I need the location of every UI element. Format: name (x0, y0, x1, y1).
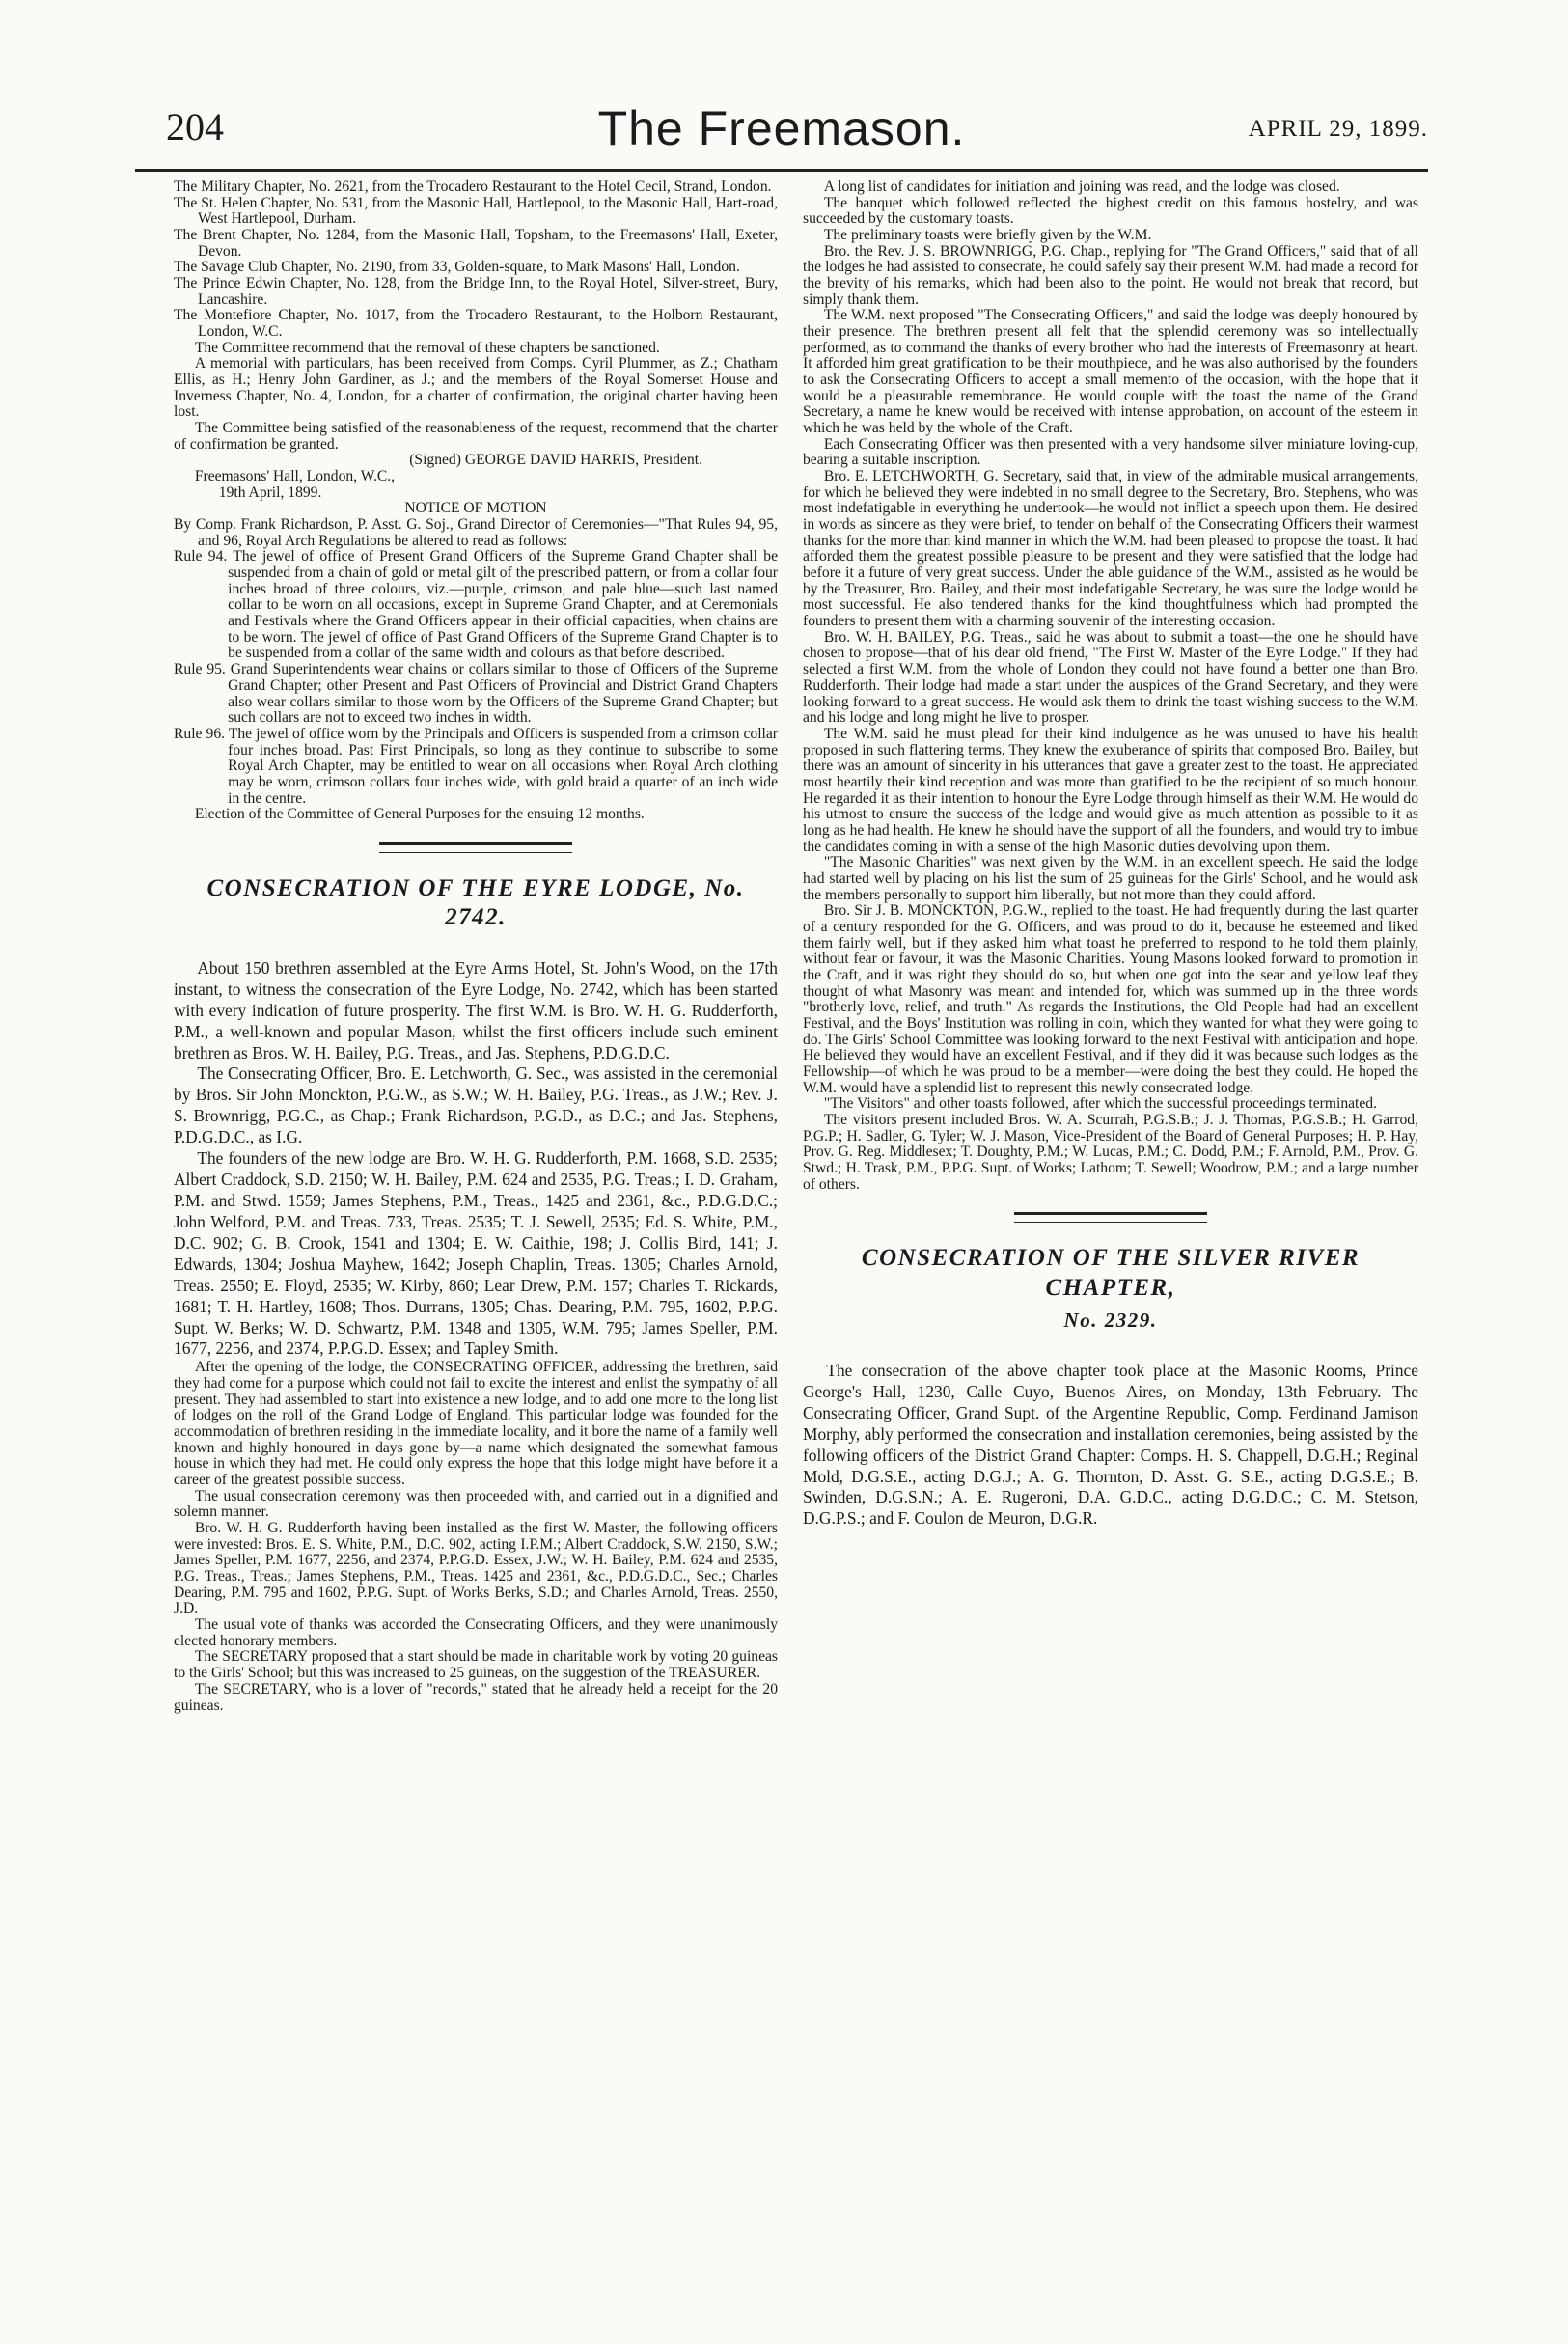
right-column (803, 179, 1418, 1530)
article-paragraph: A long list of candidates for initiation and joining was read, and the lodge was closed. (823, 179, 1340, 195)
chapter-removal-item: The Military Chapter, No. 2621, from the Trocadero Restaurant to the Hotel Cecil, Strand, London. (174, 179, 772, 195)
section-divider (379, 842, 572, 853)
issue-date: APRIL 29, 1899. (1248, 116, 1428, 142)
article-paragraph: The visitors present included Bros. W. A. Scurrah, P.G.S.B.; J. J. Thomas, P.G.S.B.; H. Garrod, P.G.P.; H. Sadler, G. Tyler; W. J. Mason, Vice-President of the Board of General Purposes; H. P. Hay, Prov. G. Reg. Middlesex; T. Doughty, P.M.; W. Lucas, P.M.; C. Dodd, P.M.; F. Arnold, P.M., Prov. G. Stwd.; H. Trask, P.M., P.P.G. Supt. of Works; Lathom; T. Sewell; Woodrow, P.M.; and a large number of others. (803, 1111, 1418, 1193)
article-paragraph: The usual consecration ceremony was then proceeded with, and carried out in a dignified and solemn manner. (174, 1487, 778, 1521)
article-paragraph: Bro. Sir J. B. MONCKTON, P.G.W., replied to the toast. He had frequently during the last quarter of a century responded for the G. Officers, and was proud to do it, because he esteemed and liked them fairly well, but if they asked him what toast he preferred to respond to he told them plainly, without fear or favour, it was the Masonic Charities. Young Masons looked forward to promotion in the Craft, and it was right they should do so, but when one got into the sear and yellow leaf they thought of what Masonry was meant and intended for, which was summed up in the three words "brotherly love, relief, and truth." As regards the Institutions, the Old People had had an excellent Festival, and the Boys' Institution was rolling in coin, which they wanted for what they were going to do. The Girls' School Committee was looking forward to the next Festival with anticipation and hope. He believed they would have an excellent Festival, and if they did it was because such lodges as the Fellowship—of which he was proud to be a member—were doing the best they could. He hoped the W.M. would have a splendid list to represent this newly consecrated lodge. (803, 902, 1418, 1096)
signature-date: 19th April, 1899. (218, 483, 322, 501)
page-number: 204 (166, 105, 224, 149)
article-paragraph: "The Masonic Charities" was next given by the W.M. in an excellent speech. He said the lodge had started well by placing on his list the sum of 25 guineas for the Girls' School, and he would ask the members personally to support him liberally, but not more than they could afford. (803, 854, 1418, 903)
chapter-removal-item: The Savage Club Chapter, No. 2190, from 33, Golden-square, to Mark Masons' Hall, London. (174, 259, 740, 276)
article-paragraph: The usual vote of thanks was accorded the Consecrating Officers, and they were unanimously elected honorary members. (174, 1616, 778, 1649)
notice-of-motion-title: NOTICE OF MOTION (404, 500, 547, 517)
section-divider (1014, 1212, 1207, 1223)
chapter-removal-item: The St. Helen Chapter, No. 531, from the Masonic Hall, Hartlepool, to the Masonic Hall, Hart-road, West Hartlepool, Durham. (174, 194, 778, 228)
header-rule (135, 169, 1428, 172)
paragraph: The Committee recommend that the removal of these chapters be sanctioned. (194, 339, 660, 356)
article-paragraph: "The Visitors" and other toasts followed, after which the successful proceedings terminated. (823, 1095, 1377, 1113)
article-paragraph: The SECRETARY proposed that a start should be made in charitable work by voting 20 guineas to the Girls' School; but this was increased to 25 guineas, on the suggestion of the TREASURER. (174, 1648, 778, 1682)
article-paragraph: Bro. the Rev. J. S. BROWNRIGG, P.G. Chap., replying for "The Grand Officers," said that of all the lodges he had assisted to consecrate, he could safely say their present W.M. had made a record for the brevity of his remarks, which had been also to the point. He would not break that record, but simply thank them. (803, 242, 1418, 308)
rule-item: Rule 96. The jewel of office worn by the Principals and Officers is suspended from a crimson collar four inches broad. Past First Principals, so long as they continue to subscribe to some Royal Arch Chapter, may be entitled to wear on all occasions when Royal Arch clothing may be worn, crimson collars four inches wide, with gold braid a quarter of an inch wide in the centre. (174, 725, 778, 807)
article2-heading: CONSECRATION OF THE SILVER RIVER CHAPTER, (861, 1245, 1361, 1301)
motion-intro: By Comp. Frank Richardson, P. Asst. G. Soj., Grand Director of Ceremonies—"That Rules 94, 95, and 96, Royal Arch Regulations be altered to read as follows: (174, 516, 778, 549)
chapter-removal-item: The Prince Edwin Chapter, No. 128, from the Bridge Inn, to the Royal Hotel, Silver-street, Bury, Lancashire. (174, 275, 778, 308)
article-paragraph: The banquet which followed reflected the highest credit on this famous hostelry, and was succeeded by the customary toasts. (803, 194, 1418, 228)
article-paragraph: Bro. E. LETCHWORTH, G. Secretary, said that, in view of the admirable musical arrangements, for which he believed they were indebted in no small degree to the Secretary, Bro. Stephens, who was most indefatigable in everything he undertook—he would not inflict a speech upon them. He desired in words as sincere as they were brief, to tender on behalf of the Consecrating Officers their warmest thanks for the more than kind manner in which the W.M. had been pleased to propose the toast. It had afforded them the greatest possible pleasure to be present and they were satisfied that the lodge had before it a future of very great success. Under the able guidance of the W.M., assisted as he would be by the Treasurer, Bro. Bailey, and their most indefatigable Secretary, he was sure the lodge would be most successful. He also tendered thanks for the kind thoughtfulness which had prompted the founders to present them with a charming souvenir of the interesting occasion. (803, 468, 1418, 630)
article-paragraph: The founders of the new lodge are Bro. W. H. G. Rudderforth, P.M. 1668, S.D. 2535; Albert Craddock, S.D. 2150; W. H. Bailey, P.M. 624 and 2535, P.G. Treas.; I. D. Graham, P.M. and Stwd. 1559; James Stephens, P.M., Treas., 1425 and 2361, &c., P.D.G.D.C.; John Welford, P.M. and Treas. 733, Treas. 2535; T. J. Sewell, 2535; Ed. S. White, P.M., D.C. 902; G. B. Crook, 1541 and 1304; E. W. Caithie, 198; J. Collis Bird, 141; J. Edwards, 1304; Joshua Mayhew, 1642; Joseph Chaplin, Treas. 1305; Charles Arnold, Treas. 2550; E. Floyd, 2535; W. Kirby, 860; Lear Drew, P.M. 157; Charles T. Rickards, 1681; T. H. Hartley, 1608; Thos. Durrans, 1305; Chas. Dearing, P.M. 795, 1602, P.P.G. Supt. W. Berks; W. D. Schwartz, P.M. 1348 and 1305, W.M. 795; James Speller, P.M. 1677, 2256, and 2374, P.P.G.D. Essex; and Tapley Smith. (174, 1148, 778, 1359)
rule-item: Rule 95. Grand Superintendents wear chains or collars similar to those of Officers of the Supreme Grand Chapter; other Present and Past Officers of Provincial and District Grand Chapters also wear collars similar to those worn by the Officers of the Supreme Grand Chapter; but such collars are not to exceed two inches in width. (174, 661, 778, 727)
chapter-removal-item: The Brent Chapter, No. 1284, from the Masonic Hall, Topsham, to the Freemasons' Hall, Exeter, Devon. (174, 227, 778, 260)
article-paragraph: The Consecrating Officer, Bro. E. Letchworth, G. Sec., was assisted in the ceremonial by Bros. Sir John Monckton, P.G.W., as S.W.; W. H. Bailey, P.G. Treas., as J.W.; Rev. J. S. Brownrigg, P.G.C., as Chap.; Frank Richardson, P.G.D., as D.C.; and Jas. Stephens, P.D.G.D.C., as I.G. (174, 1063, 778, 1147)
article-paragraph: The SECRETARY, who is a lover of "records," stated that he already held a receipt for the 20 guineas. (174, 1680, 778, 1714)
signature-place: Freemasons' Hall, London, W.C., (194, 468, 396, 485)
left-column (174, 179, 778, 1714)
article-paragraph: After the opening of the lodge, the CONSECRATING OFFICER, addressing the brethren, said they had come for a purpose which could not fail to excite the interest and enlist the sympathy of all present. They had assembled to start into existence a new lodge, and to add one more to the long list of lodges on the roll of the Grand Lodge of England. This particular lodge was founded for the accommodation of brethren residing in the immediate locality, and it bore the name of a family well known and highly honoured in days gone by—a name which designated the somewhat famous house in which they had met. He could only express the hope that this lodge might have before it a career of the greatest possible success. (174, 1359, 778, 1489)
article2-paragraph: The consecration of the above chapter took place at the Masonic Rooms, Prince George's Hall, 1230, Calle Cuyo, Buenos Aires, on Monday, 13th February. The Consecrating Officer, Grand Supt. of the Argentine Republic, Comp. Ferdinand Jamison Morphy, ably performed the consecration and installation ceremonies, being assisted by the following officers of the District Grand Chapter: Comps. H. S. Chappell, D.G.H.; Reginal Mold, D.G.S.E., acting D.G.J.; A. G. Thornton, D. Asst. G. S.E., acting D.G.S.E.; B. Swinden, D.G.S.N.; A. E. Rugeroni, D.A. G.D.C., acting D.G.D.C.; C. M. Stetson, D.G.P.S.; and F. Coulon de Meuron, D.G.R. (803, 1360, 1418, 1529)
masthead (135, 89, 1428, 176)
article-paragraph: The W.M. next proposed "The Consecrating Officers," and said the lodge was deeply honoured by their presence. The brethren present all felt that the splendid ceremony was so intellectually performed, as to command the thanks of every brother who had the interests of Freemasonry at heart. It afforded him great gratification to be their mouthpiece, and he was also authorised by the founders to ask the Consecrating Officers to accept a small memento of the occasion, with the hope that it would be a pleasurable remembrance. He would couple with the toast the name of the Grand Secretary, a name he knew would be received with intense approbation, on account of the esteem in which he was held by the whole of the Craft. (803, 307, 1418, 437)
article2-subheading: No. 2329. (1063, 1309, 1158, 1333)
signature: (Signed) GEORGE DAVID HARRIS, President. (409, 452, 702, 469)
article-paragraph: The W.M. said he must plead for their kind indulgence as he was unused to have his health proposed in such flattering terms. They knew the exuberance of spirits that composed Bro. Bailey, but there was an amount of sincerity in his utterances that gave a greater zest to the toast. He appreciated most heartily their kind reception and was more than gratified to be the recipient of so much honour. He regarded it as their intention to honour the Eyre Lodge through himself as their W.M. He would do his utmost to ensure the success of the lodge and would give as much attention as possible to it as long as he had health. He knew he should have the support of all the founders, and would try to imbue the candidates coming in with a sense of the high Masonic duties devolving upon them. (803, 725, 1418, 855)
article-paragraph: About 150 brethren assembled at the Eyre Arms Hotel, St. John's Wood, on the 17th instant, to witness the consecration of the Eyre Lodge, No. 2742, which has been started with every indication of future prosperity. The first W.M. is Bro. W. H. G. Rudderforth, P.M., a well-known and popular Mason, whilst the first officers include such eminent brethren as Bros. W. H. Bailey, P.G. Treas., and Jas. Stephens, P.D.G.D.C. (174, 957, 778, 1062)
article-heading: CONSECRATION OF THE EYRE LODGE, No. 2742. (206, 874, 745, 931)
rule-item: Rule 94. The jewel of office of Present Grand Officers of the Supreme Grand Chapter shall be suspended from a chain of gold or metal gilt of the prescribed pattern, or from a collar four inches broad of three colours, viz.—purple, crimson, and pale blue—such last named collar to be worn on all occasions, except in Supreme Grand Chapter, and at Ceremonials and Festivals where the Grand Officers appear in their official capacities, when chains are to be worn. The jewel of office of Past Grand Officers of the Supreme Grand Chapter is to be suspended from a collar of the same width and colours as that before described. (174, 548, 778, 662)
article-paragraph: Each Consecrating Officer was then presented with a very handsome silver miniature loving-cup, bearing a suitable inscription. (803, 435, 1418, 469)
election-item: Election of the Committee of General Purposes for the ensuing 12 months. (194, 806, 645, 823)
newspaper-title: The Freemason. (597, 101, 966, 155)
paragraph: The Committee being satisfied of the reasonableness of the request, recommend that the charter of confirmation be granted. (174, 420, 778, 453)
article-paragraph: Bro. W. H. G. Rudderforth having been installed as the first W. Master, the following officers were invested: Bros. E. S. White, P.M., D.C. 902, acting I.P.M.; Albert Craddock, S.W. 2150, S.W.; James Speller, P.M. 1677, 2256, and 2374, P.P.G.D. Essex, J.W.; W. H. Bailey, P.M. 624 and 2535, P.G. Treas., Treas.; James Stephens, P.M., Treas. 1425 and 2361, &c., P.D.G.D.C., Sec.; Charles Dearing, P.M. 795 and 1602, P.P.G. Supt. of Works Berks, S.D.; and Charles Arnold, Treas. 2550, J.D. (174, 1520, 778, 1617)
chapter-removal-item: The Montefiore Chapter, No. 1017, from the Trocadero Restaurant, to the Holborn Restaurant, London, W.C. (174, 307, 778, 341)
paragraph: A memorial with particulars, has been received from Comps. Cyril Plummer, as Z.; Chatham Ellis, as H.; Henry John Gardiner, as J.; and the members of the Royal Somerset House and Inverness Chapter, No. 4, London, for a charter of confirmation, the original charter having been lost. (174, 355, 778, 421)
article-paragraph: Bro. W. H. BAILEY, P.G. Treas., said he was about to submit a toast—the one he should have chosen to propose—that of his dear old friend, "The First W. Master of the Eyre Lodge." If they had selected a first W.M. from the whole of London they could not have found a better one than Bro. Rudderforth. Their lodge had made a start under the auspices of the Grand Secretary, and they were looking forward to a great success. He would ask them to drink the toast wishing success to the W.M. and his lodge and long might he live to prosper. (803, 628, 1418, 727)
article-paragraph: The preliminary toasts were briefly given by the W.M. (823, 227, 1152, 244)
